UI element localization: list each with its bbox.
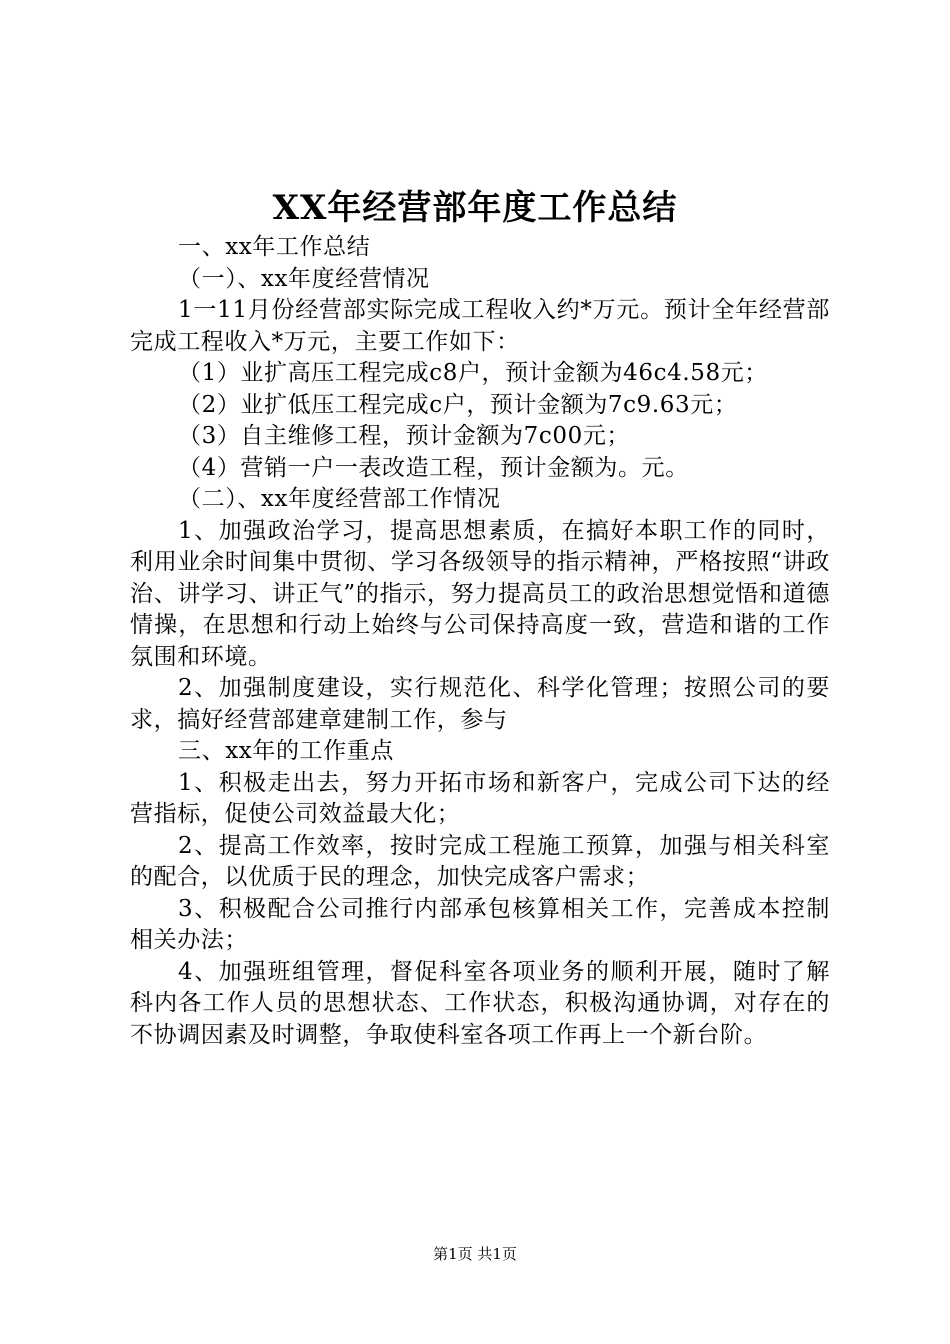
subsection-heading: （一）、xx年度经营情况	[178, 265, 430, 292]
page-footer: 第1页 共1页	[433, 1245, 517, 1263]
body-paragraph: 1一11月份经营部实际完成工程收入约*万元。预计全年经营部完成工程收入*万元，主要工作如下：	[130, 297, 830, 355]
document-body	[130, 232, 830, 1051]
list-item: （1）业扩高压工程完成c8户，预计金额为46c4.58元；	[178, 360, 768, 386]
body-paragraph: 2、加强制度建设，实行规范化、科学化管理；按照公司的要求，搞好经营部建章建制工作，参与	[130, 675, 830, 733]
section-heading: 三、xx年的工作重点	[178, 738, 394, 764]
subsection-heading: （二）、xx年度经营部工作情况	[178, 486, 501, 512]
document-title: XX年经营部年度工作总结	[272, 188, 678, 228]
list-item: （4）营销一户一表改造工程，预计金额为。元。	[178, 454, 689, 481]
body-paragraph: 1、积极走出去，努力开拓市场和新客户，完成公司下达的经营指标，促使公司效益最大化；	[130, 769, 830, 827]
section-heading: 一、xx年工作总结	[178, 234, 371, 260]
list-item: （3）自主维修工程，预计金额为7c00元；	[178, 423, 631, 449]
list-item: （2）业扩低压工程完成c户，预计金额为7c9.63元；	[178, 391, 738, 418]
body-paragraph: 4、加强班组管理，督促科室各项业务的顺利开展，随时了解科内各工作人员的思想状态、工作状态，积极沟通协调，对存在的不协调因素及时调整，争取使科室各项工作再上一个新台阶。	[130, 958, 830, 1048]
body-paragraph: 1、加强政治学习，提高思想素质，在搞好本职工作的同时，利用业余时间集中贯彻、学习各级领导的指示精神，严格按照“讲政治、讲学习、讲正气”的指示，努力提高员工的政治思想觉悟和道德情操，在思想和行动上始终与公司保持高度一致，营造和谐的工作氛围和环境。	[130, 517, 830, 670]
body-paragraph: 2、提高工作效率，按时完成工程施工预算，加强与相关科室的配合，以优质于民的理念，加快完成客户需求；	[130, 832, 830, 890]
body-paragraph: 3、积极配合公司推行内部承包核算相关工作，完善成本控制相关办法；	[130, 895, 830, 953]
